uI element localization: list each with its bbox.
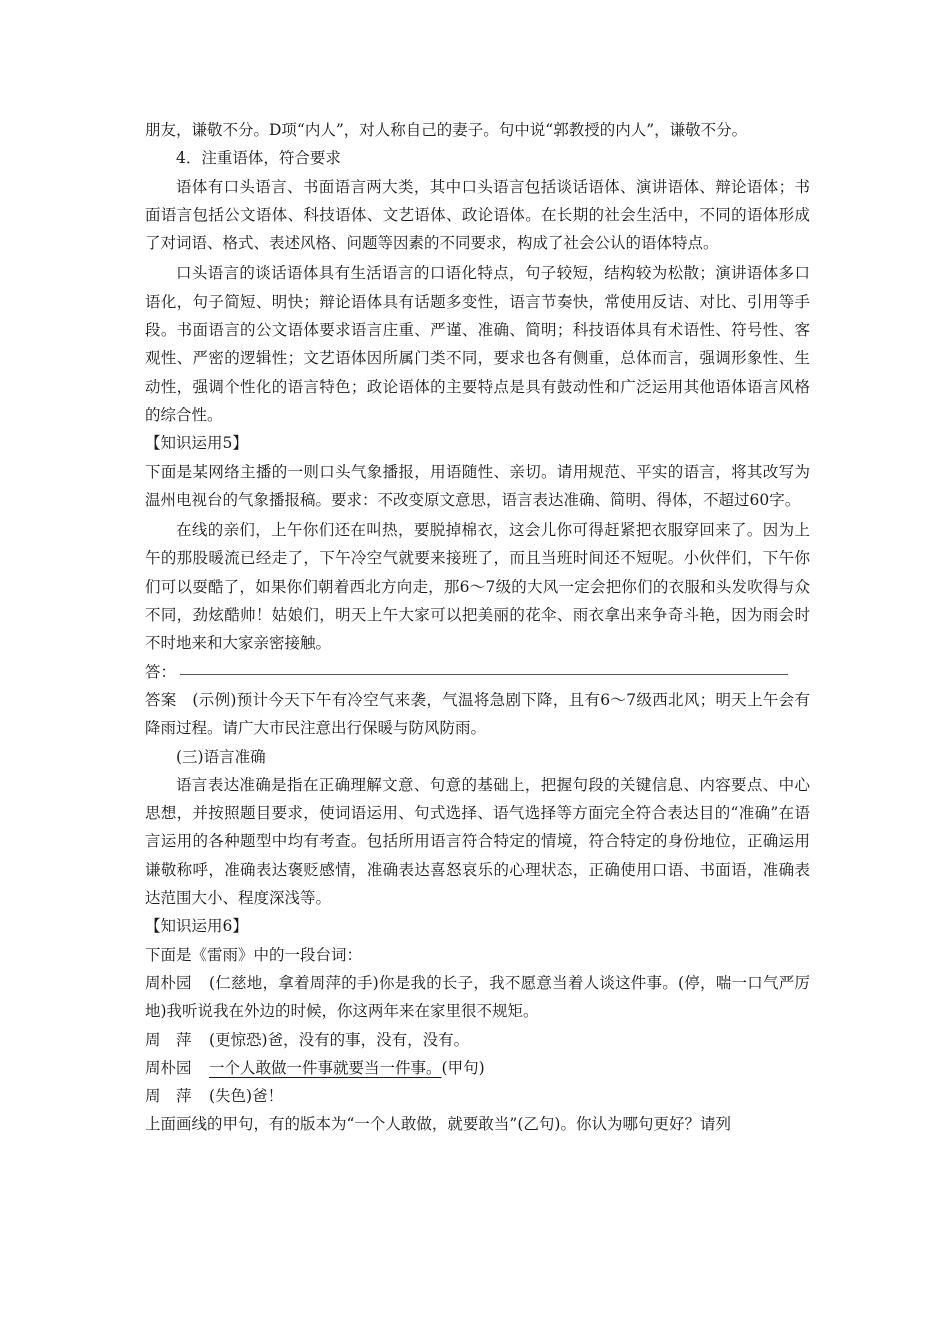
sentence-tag: (甲句) (441, 1058, 485, 1077)
knowledge-label: 【知识运用6】 (145, 917, 248, 936)
knowledge-label: 【知识运用5】 (145, 434, 248, 453)
answer-blank (180, 673, 788, 675)
dialogue-line (145, 1026, 810, 1054)
dialogue-role: 周朴园 (145, 1058, 192, 1077)
dialogue-role: 周 萍 (145, 1030, 192, 1049)
question-text: 下面是某网络主播的一则口头气象播报，用语随性、亲切。请用规范、平实的语言，将其改写为温州电视台的气象播报稿。要求：不改变原文意思，语言表达准确、简明、得体，不超过60字。 (145, 462, 810, 509)
passage-text: 在线的亲们，上午你们还在叫热，要脱掉棉衣，这会儿你可得赶紧把衣服穿回来了。因为上午的那股暖流已经走了，下午冷空气就要来接班了，而且当班时间还不短呢。小伙伴们，下午你们可以耍酷了，如果你们朝着西北方向走，那6～7级的大风一定会把你们的衣服和头发吹得与众不同，劲炫酷帅！姑娘们，明天上午大家可以把美丽的花伞、雨衣拿出来争奇斗艳，因为雨会时不时地来和大家亲密接触。 (145, 521, 810, 653)
dialogue-text: (更惊恐)爸，没有的事，没有，没有。 (209, 1030, 470, 1049)
paragraph: 语体有口头语言、书面语言两大类，其中口头语言包括谈话语体、演讲语体、辩论语体；书面语言包括公文语体、科技语体、文艺语体、政论语体。在长期的社会生活中，不同的语体形成了对词语、格式、表述风格、问题等因素的不同要求，构成了社会公认的语体特点。 (145, 177, 810, 253)
question-text: 下面是《雷雨》中的一段台词： (145, 945, 363, 964)
answer-text: 答案 (示例)预计今天下午有冷空气来袭，气温将急剧下降，且有6～7级西北风；明天上午会有降雨过程。请广大市民注意出行保暖与防风防雨。 (145, 690, 810, 738)
answer-label: 答： (145, 662, 177, 681)
dialogue-line (145, 969, 810, 1026)
dialogue-text: (失色)爸！ (209, 1087, 284, 1106)
section-heading: (三)语言准确 (176, 747, 266, 766)
dialogue-role: 周 萍 (145, 1087, 192, 1106)
question-text: 上面画线的甲句，有的版本为“一个人敢做，就要敢当”(乙句)。你认为哪句更好？请列 (145, 1115, 731, 1134)
dialogue-text: (仁慈地，拿着周萍的手)你是我的长子，我不愿意当着人谈这件事。(停，喘一口气严厉地)我听说我在外边的时候，你这两年来在家里很不规矩。 (145, 973, 810, 1021)
dialogue-role: 周朴园 (145, 973, 192, 992)
paragraph: 朋友，谦敬不分。D项“内人”，对人称自己的妻子。句中说“郭教授的内人”，谦敬不分。 (145, 121, 748, 139)
dialogue-line (145, 1082, 810, 1110)
underlined-sentence: 一个人敢做一件事就要当一件事。 (209, 1058, 442, 1077)
document-body (145, 116, 810, 1139)
answer-line (145, 658, 810, 686)
paragraph: 语言表达准确是指在正确理解文意、句意的基础上，把握句段的关键信息、内容要点、中心思想，并按照题目要求，使词语运用、句式选择、语气选择等方面完全符合表达目的“准确”在语言运用的各种题型中均有考查。包括所用语言符合特定的情境，符合特定的身份地位，正确运用谦敬称呼，准确表达褒贬感情，准确表达喜怒哀乐的心理状态，正确使用口语、书面语，准确表达范围大小、程度深浅等。 (145, 775, 810, 908)
dialogue-line (145, 1054, 810, 1082)
paragraph: 口头语言的谈话语体具有生活语言的口语化特点，句子较短，结构较为松散；演讲语体多口语化，句子简短、明快；辩论语体具有话题多变性，语言节奏快，常使用反诘、对比、引用等手段。书面语言的公文语体要求语言庄重、严谨、准确、简明；科技语体具有术语性、符号性、客观性、严密的逻辑性；文艺语体因所属门类不同，要求也各有侧重，总体而言，强调形象性、生动性，强调个性化的语言特色；政论语体的主要特点是具有鼓动性和广泛运用其他语体语言风格的综合性。 (145, 264, 810, 424)
section-heading: 4．注重语体，符合要求 (176, 149, 341, 168)
